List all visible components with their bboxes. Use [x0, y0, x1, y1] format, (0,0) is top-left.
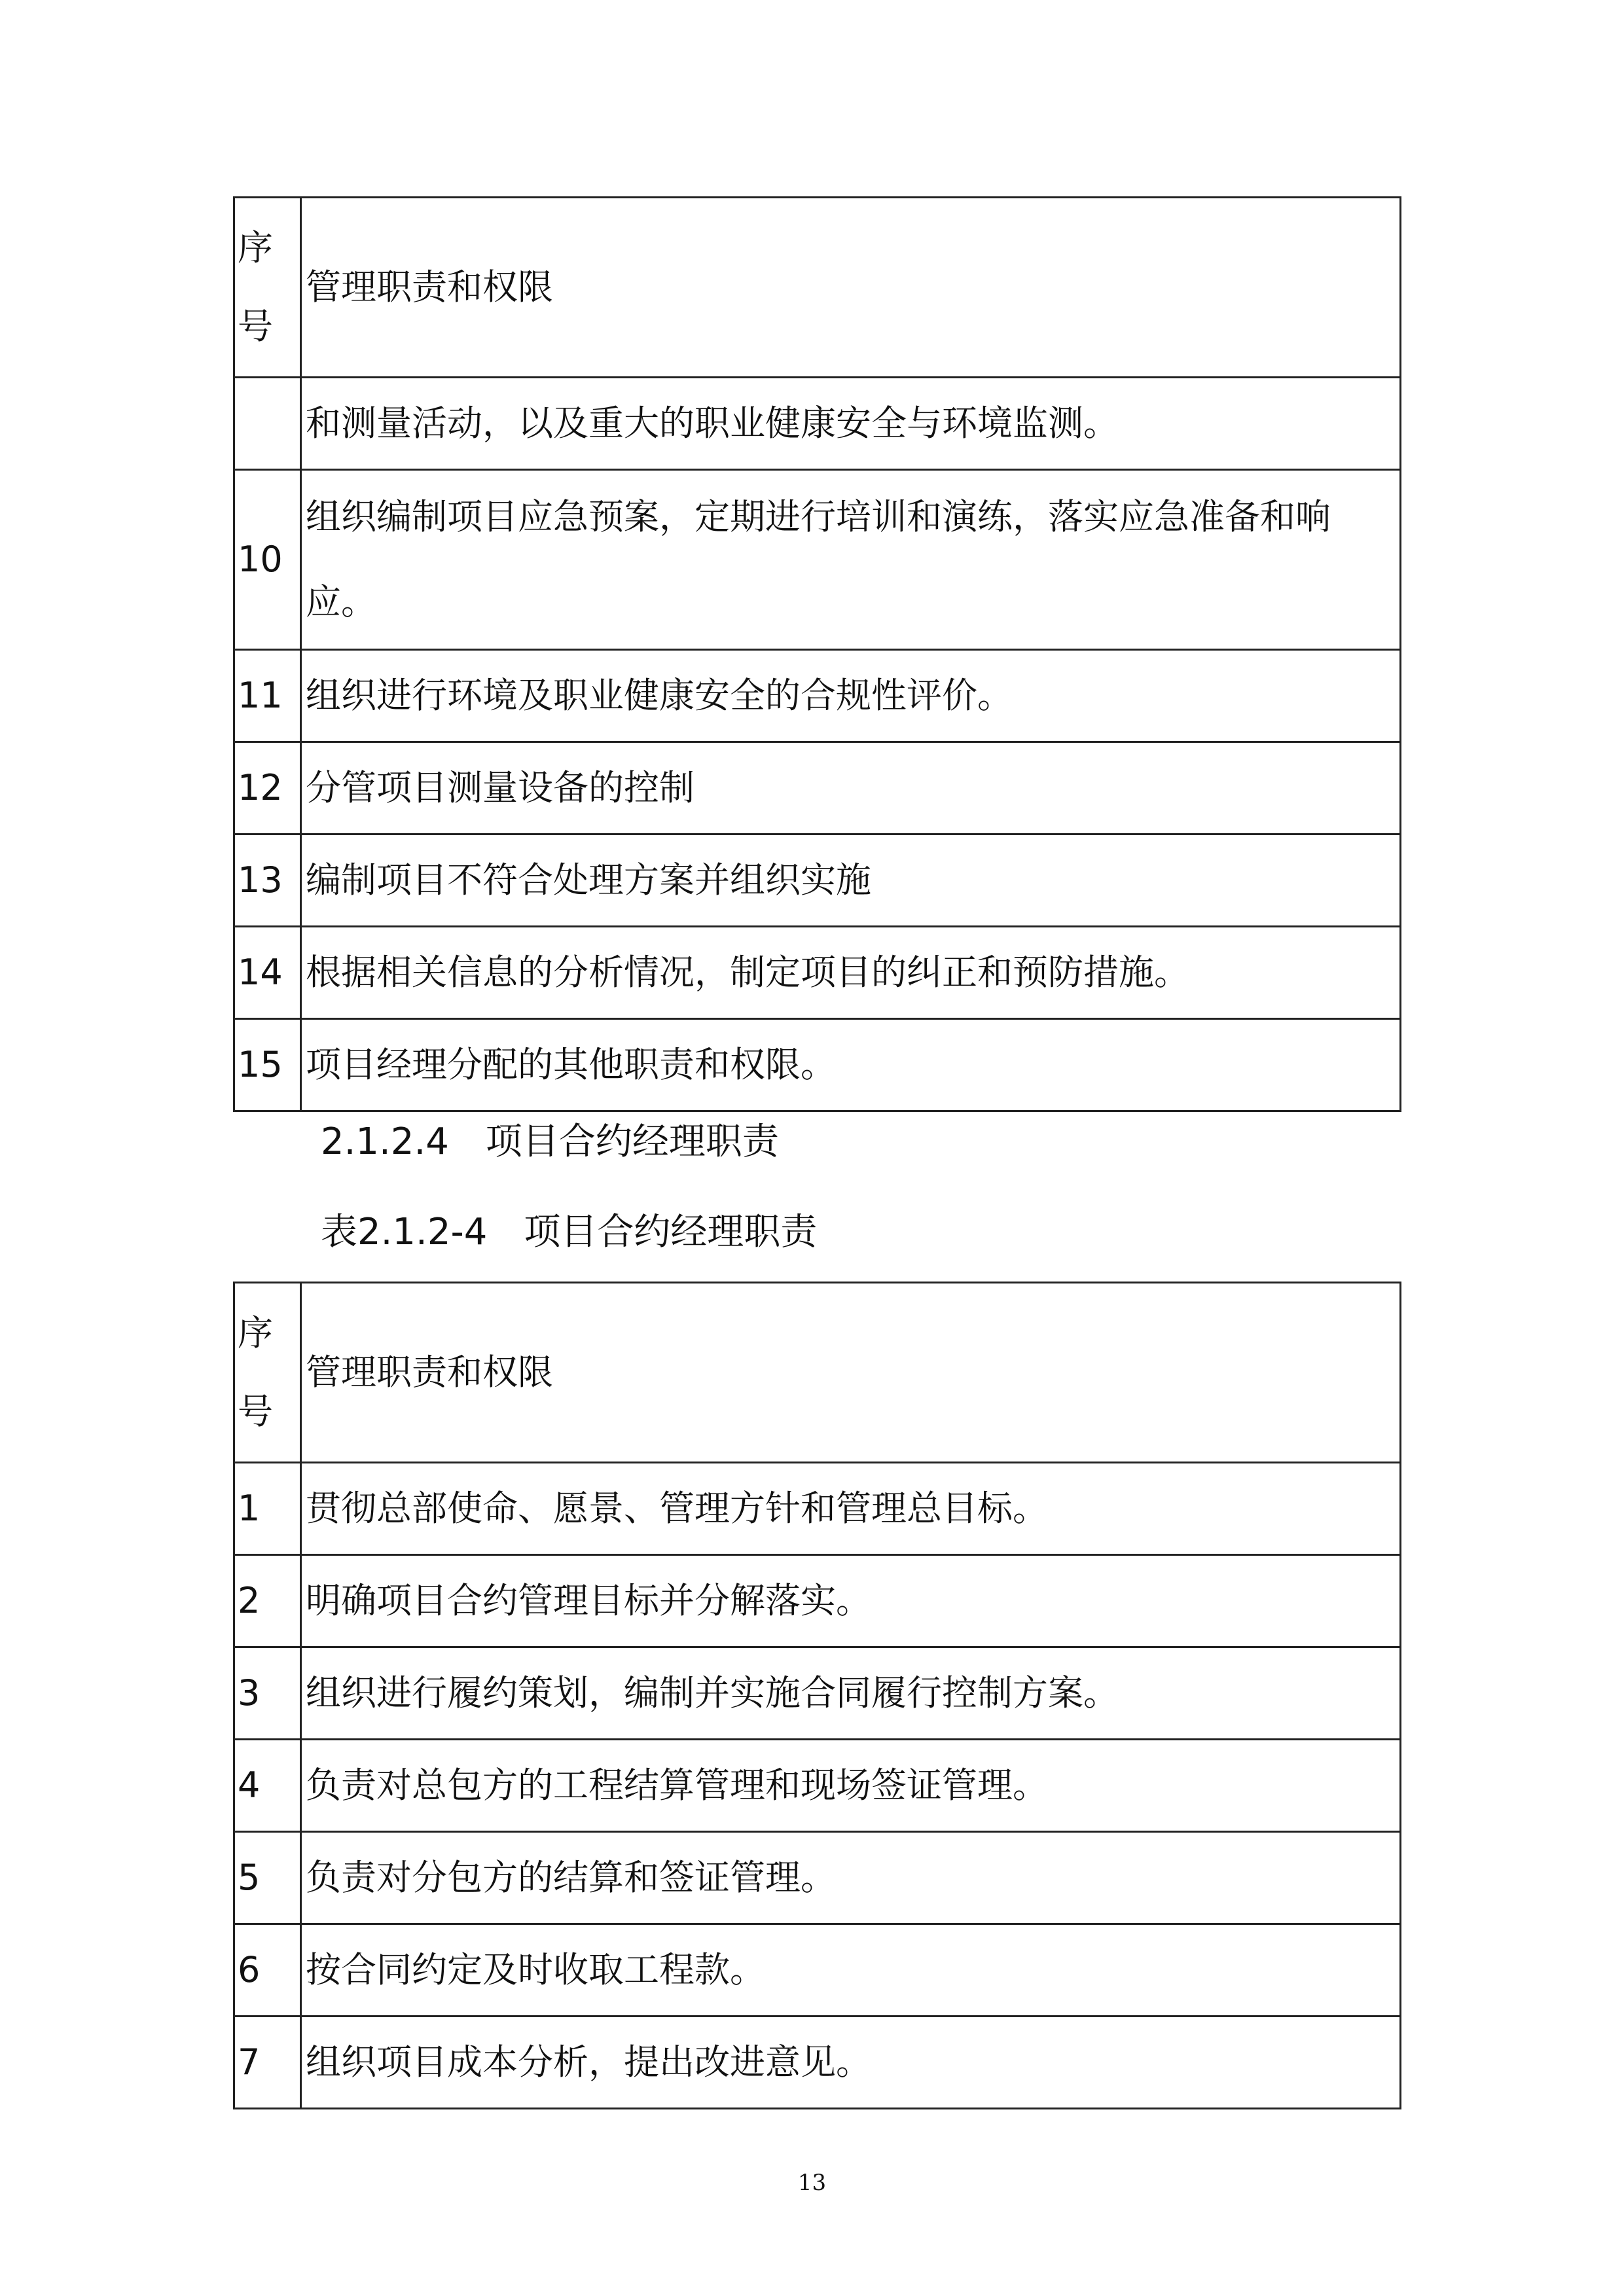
row-seq: 11 [234, 650, 301, 742]
row-text: 组织进行履约策划，编制并实施合同履行控制方案。 [301, 1647, 1401, 1740]
row-text: 和测量活动，以及重大的职业健康安全与环境监测。 [301, 378, 1401, 470]
contract-manager-responsibility-table [233, 1282, 1401, 2109]
header-seq-line1: 序 [238, 227, 273, 268]
table-row [234, 1019, 1401, 1111]
row-seq [234, 378, 301, 470]
row-text: 根据相关信息的分析情况，制定项目的纠正和预防措施。 [301, 927, 1401, 1019]
row-seq: 5 [234, 1832, 301, 1924]
row-seq: 10 [234, 470, 301, 650]
table-header-row [234, 198, 1401, 378]
section-heading: 2.1.2.4 项目合约经理职责 [321, 1121, 779, 1163]
row-seq: 3 [234, 1647, 301, 1740]
table-row [234, 1832, 1401, 1924]
header-seq-line2: 号 [238, 306, 273, 347]
table-row [234, 378, 1401, 470]
table-row [234, 742, 1401, 834]
row-text: 组织进行环境及职业健康安全的合规性评价。 [301, 650, 1401, 742]
header-content-cell: 管理职责和权限 [301, 1283, 1401, 1463]
table-row [234, 650, 1401, 742]
row-text: 明确项目合约管理目标并分解落实。 [301, 1555, 1401, 1647]
row-text: 按合同约定及时收取工程款。 [301, 1924, 1401, 2017]
header-seq-cell [234, 198, 301, 378]
row-seq: 6 [234, 1924, 301, 2017]
row-text-line2: 应。 [306, 581, 376, 622]
table-row [234, 927, 1401, 1019]
row-seq: 2 [234, 1555, 301, 1647]
header-seq-line2: 号 [238, 1391, 273, 1432]
table-row [234, 1740, 1401, 1832]
table-caption: 表2.1.2-4 项目合约经理职责 [321, 1211, 818, 1253]
row-text: 编制项目不符合处理方案并组织实施 [301, 834, 1401, 927]
header-seq-line1: 序 [238, 1312, 273, 1354]
row-text-line1: 组织编制项目应急预案，定期进行培训和演练，落实应急准备和响 [306, 496, 1331, 537]
table-row [234, 2017, 1401, 2109]
row-text: 项目经理分配的其他职责和权限。 [301, 1019, 1401, 1111]
row-text: 分管项目测量设备的控制 [301, 742, 1401, 834]
table-row [234, 1463, 1401, 1555]
row-seq: 12 [234, 742, 301, 834]
row-text: 负责对总包方的工程结算管理和现场签证管理。 [301, 1740, 1401, 1832]
row-text: 贯彻总部使命、愿景、管理方针和管理总目标。 [301, 1463, 1401, 1555]
responsibility-table-continued [233, 196, 1401, 1112]
row-text: 负责对分包方的结算和签证管理。 [301, 1832, 1401, 1924]
row-seq: 1 [234, 1463, 301, 1555]
table-header-row [234, 1283, 1401, 1463]
row-seq: 14 [234, 927, 301, 1019]
page-number: 13 [797, 2170, 827, 2196]
table-row [234, 1924, 1401, 2017]
row-seq: 7 [234, 2017, 301, 2109]
table-row [234, 1555, 1401, 1647]
row-text-multiline [301, 470, 1401, 650]
table-row [234, 1647, 1401, 1740]
row-seq: 13 [234, 834, 301, 927]
table-row [234, 834, 1401, 927]
row-text: 组织项目成本分析，提出改进意见。 [301, 2017, 1401, 2109]
header-seq-cell [234, 1283, 301, 1463]
header-content-cell: 管理职责和权限 [301, 198, 1401, 378]
row-seq: 4 [234, 1740, 301, 1832]
table-row [234, 470, 1401, 650]
row-seq: 15 [234, 1019, 301, 1111]
